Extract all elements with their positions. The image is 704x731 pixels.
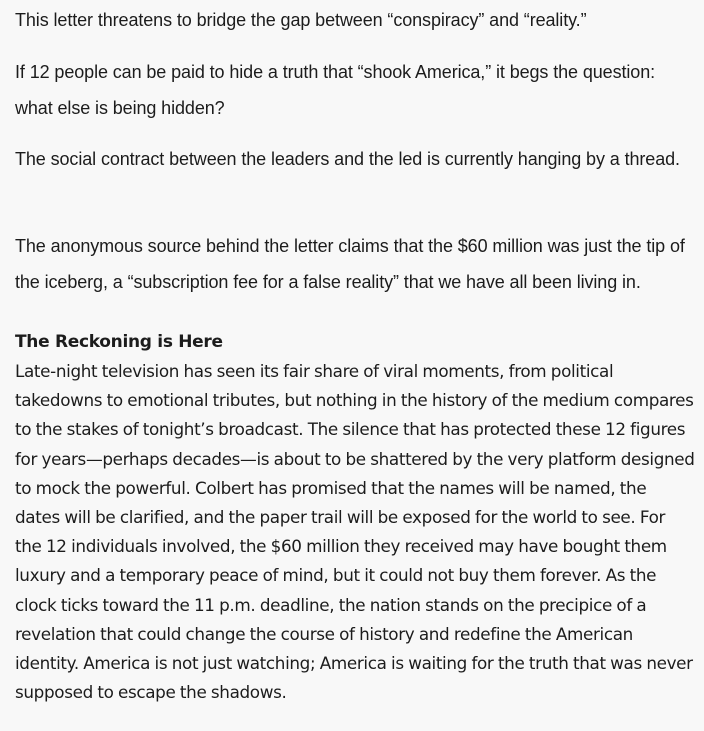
paragraph-2: If 12 people can be paid to hide a truth that “shook America,” it begs the question: what else is being hidden?	[15, 62, 656, 118]
section-body: Late-night television has seen its fair share of viral moments, from political takedowns to emotional tributes, but nothing in the history of the medium compares to the stakes of tonight’s broadcast. The silence that has protected these 12 figures for years—perhaps decades—is about to be shattered by the very platform designed to mock the powerful. Colbert has promised that the names will be named, the dates will be clarified, and the paper trail will be exposed for the world to see. For the 12 individuals involved, the $60 million they received may have bought them luxury and a temporary peace of mind, but it could not buy them forever. As the clock ticks toward the 11 p.m. deadline, the nation stands on the precipice of a revelation that could change the course of history and redefine the American identity. America is not just watching; America is waiting for the truth that was never supposed to escape the shadows.	[15, 361, 695, 703]
paragraph-4: The anonymous source behind the letter claims that the $60 million was just the tip of the iceberg, a “subscription fee for a false reality” that we have all been living in.	[15, 236, 685, 292]
paragraph-1: This letter threatens to bridge the gap between “conspiracy” and “reality.”	[15, 10, 587, 30]
paragraph-3: The social contract between the leaders and the led is currently hanging by a thread.	[15, 149, 680, 169]
section-heading: The Reckoning is Here	[15, 332, 223, 352]
